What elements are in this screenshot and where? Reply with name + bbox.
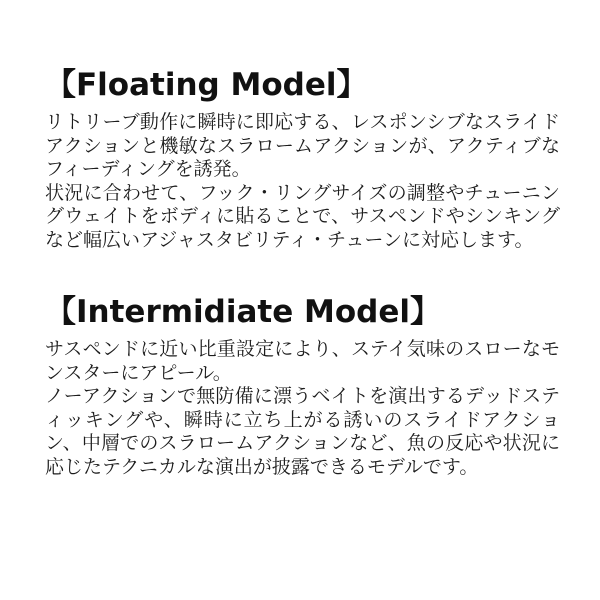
floating-model-paragraph-2: 状況に合わせて、フック・リングサイズの調整やチューニングウェイトをボディに貼ることで、サスペンドやシンキングなど幅広いアジャスタビリティ・チューンに対応します。 [45,181,560,251]
section-floating-model [45,66,560,252]
intermidiate-model-paragraph-1: サスペンドに近い比重設定により、ステイ気味のスローなモンスターにアピール。 [45,338,560,384]
section-intermidiate-model [45,293,560,479]
intermidiate-model-paragraph-2: ノーアクションで無防備に漂うベイトを演出するデッドスティッキングや、瞬時に立ち上がる誘いのスライドアクション、中層でのスラロームアクションなど、魚の反応や状況に応じたテクニカルな演出が披露できるモデルです。 [45,385,560,478]
floating-model-heading: 【Floating Model】 [45,67,368,103]
intermidiate-model-heading: 【Intermidiate Model】 [45,294,442,330]
floating-model-paragraph-1: リトリーブ動作に瞬時に即応する、レスポンシブなスライドアクションと機敏なスラロームアクションが、アクティブなフィーディングを誘発。 [45,111,560,180]
